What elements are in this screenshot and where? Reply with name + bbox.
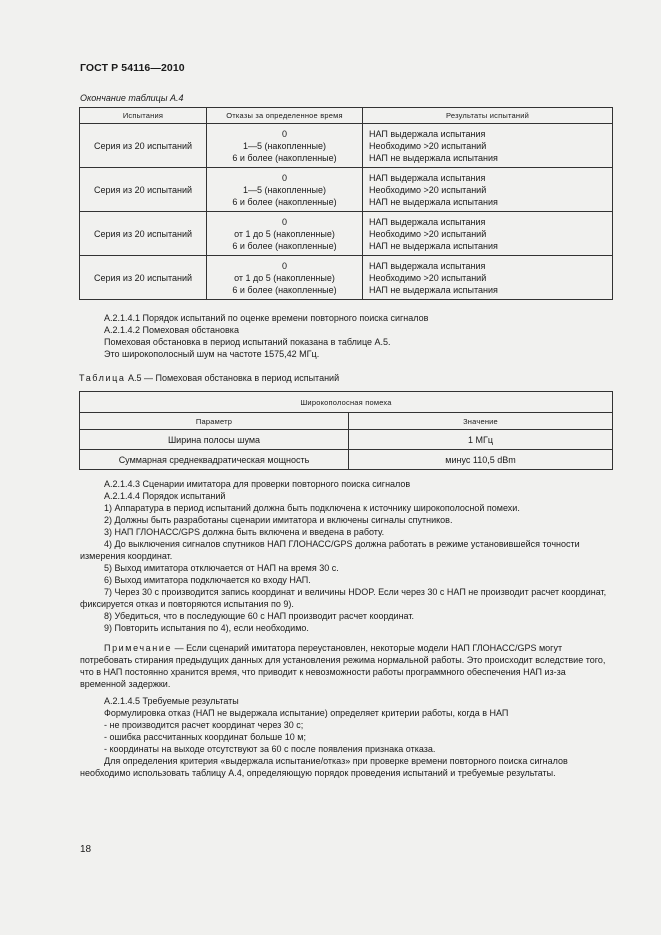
table-row xyxy=(80,168,613,212)
results-cell xyxy=(363,124,613,168)
result-line: НАП не выдержала испытания xyxy=(369,196,498,207)
paragraph-text: Для определения критерия «выдержала испытание/отказ» при проверке времени повторного поиска сигналов необходимо использовать таблицу А.4, определяющую порядок проведения испытаний и требуемые результаты. xyxy=(80,756,568,778)
failures-cell xyxy=(207,124,363,168)
failure-line: 0 xyxy=(281,260,287,271)
failure-line: 0 xyxy=(281,128,287,139)
failure-line: 6 и более (накопленные) xyxy=(232,152,337,163)
results-cell xyxy=(363,212,613,256)
caption-prefix: Таблица xyxy=(79,373,126,383)
step-item: 7) Через 30 с производится запись координат и величины HDOP. Если через 30 с НАП не производит расчет координат, фиксируется отказ и повторяются испытания по 9). xyxy=(80,587,607,609)
table-a4-caption: Окончание таблицы А.4 xyxy=(80,93,184,103)
paragraph-a2145: А.2.1.4.5 Требуемые результаты xyxy=(104,696,239,706)
result-line: НАП выдержала испытания xyxy=(369,216,486,227)
caption-text: А.5 — Помеховая обстановка в период испытаний xyxy=(125,373,340,383)
bullet-item: - ошибка рассчитанных координат больше 10 м; xyxy=(104,732,306,742)
table-header-row xyxy=(80,413,613,430)
page-number: 18 xyxy=(80,844,92,855)
paragraph-a2144: А.2.1.4.4 Порядок испытаний xyxy=(104,491,226,501)
param-cell: Суммарная среднеквадратическая мощность xyxy=(80,450,349,470)
group-header: Широкополосная помеха xyxy=(80,392,613,413)
failure-line: 0 xyxy=(281,172,287,183)
table-row xyxy=(80,450,613,470)
table-row xyxy=(80,256,613,300)
failures-cell xyxy=(207,256,363,300)
failure-line: 1—5 (накопленные) xyxy=(242,184,327,195)
paragraph-text: Формулировка отказ (НАП не выдержала испытание) определяет критерии работы, когда в НАП xyxy=(104,708,509,718)
failure-line: 1—5 (накопленные) xyxy=(242,140,327,151)
test-cell: Серия из 20 испытаний xyxy=(80,168,207,212)
result-line: НАП выдержала испытания xyxy=(369,172,486,183)
value-cell: минус 110,5 dBm xyxy=(349,450,613,470)
result-line: Необходимо >20 испытаний xyxy=(369,228,487,239)
result-line: Необходимо >20 испытаний xyxy=(369,184,487,195)
paragraph-text: Это широкополосный шум на частоте 1575,42 МГц. xyxy=(104,349,320,359)
step-item: 2) Должны быть разработаны сценарии имитатора и включены сигналы спутников. xyxy=(104,515,453,525)
result-line: НАП не выдержала испытания xyxy=(369,152,498,163)
table-a4 xyxy=(79,107,613,300)
failure-line: 6 и более (накопленные) xyxy=(232,196,337,207)
table-a5 xyxy=(79,391,613,470)
result-line: НАП выдержала испытания xyxy=(369,128,486,139)
value-cell: 1 МГц xyxy=(349,430,613,450)
step-item: 8) Убедиться, что в последующие 60 с НАП производит расчет координат. xyxy=(104,611,414,621)
bullet-item: - координаты на выходе отсутствуют за 60 с после появления признака отказа. xyxy=(104,744,436,754)
table-header-row xyxy=(80,108,613,124)
step-item: 1) Аппаратура в период испытаний должна быть подключена к источнику широкополосной помехи. xyxy=(104,503,520,513)
result-line: Необходимо >20 испытаний xyxy=(369,140,487,151)
results-cell xyxy=(363,168,613,212)
failures-cell xyxy=(207,168,363,212)
failure-line: 0 xyxy=(281,216,287,227)
failures-cell xyxy=(207,212,363,256)
step-item: 4) До выключения сигналов спутников НАП ГЛОНАСС/GPS должна работать в режиме установившейся точности измерения координат. xyxy=(80,539,580,561)
note-text: — Если сценарий имитатора переустановлен, некоторые модели НАП ГЛОНАСС/GPS могут потребовать стирания предыдущих данных для установления режима нормальной работы. Это происходит вследствие того, что в НАП постоянно хранится время, что приводит к невозможности работы программного обеспечения НАП из-за временной задержки. xyxy=(80,643,606,689)
note-label: Примечание xyxy=(104,643,173,653)
result-line: НАП выдержала испытания xyxy=(369,260,486,271)
paragraph-a2141: А.2.1.4.1 Порядок испытаний по оценке времени повторного поиска сигналов xyxy=(104,313,429,323)
table-row xyxy=(80,212,613,256)
paragraph-text: Помеховая обстановка в период испытаний показана в таблице А.5. xyxy=(104,337,391,347)
results-cell xyxy=(363,256,613,300)
note xyxy=(80,642,614,690)
result-line: НАП не выдержала испытания xyxy=(369,284,498,295)
test-cell: Серия из 20 испытаний xyxy=(80,212,207,256)
failure-line: 6 и более (накопленные) xyxy=(232,284,337,295)
column-header: Испытания xyxy=(80,108,207,124)
table-row xyxy=(80,430,613,450)
column-header: Параметр xyxy=(80,413,349,430)
table-a5-caption xyxy=(79,372,339,384)
failure-line: от 1 до 5 (накопленные) xyxy=(234,272,335,283)
failure-line: от 1 до 5 (накопленные) xyxy=(234,228,335,239)
paragraph-a2142: А.2.1.4.2 Помеховая обстановка xyxy=(104,325,239,335)
step-item: 9) Повторить испытания по 4), если необходимо. xyxy=(104,623,309,633)
table-group-header-row xyxy=(80,392,613,413)
step-item: 3) НАП ГЛОНАСС/GPS должна быть включена и введена в работу. xyxy=(104,527,385,537)
column-header: Результаты испытаний xyxy=(363,108,613,124)
result-line: НАП не выдержала испытания xyxy=(369,240,498,251)
table-row xyxy=(80,124,613,168)
paragraph-a2143: А.2.1.4.3 Сценарии имитатора для проверки повторного поиска сигналов xyxy=(104,479,411,489)
column-header: Отказы за определенное время xyxy=(207,108,363,124)
bullet-item: - не производится расчет координат через 30 с; xyxy=(104,720,304,730)
step-item: 5) Выход имитатора отключается от НАП на время 30 с. xyxy=(104,563,339,573)
column-header: Значение xyxy=(349,413,613,430)
failure-line: 6 и более (накопленные) xyxy=(232,240,337,251)
test-cell: Серия из 20 испытаний xyxy=(80,124,207,168)
step-item: 6) Выход имитатора подключается ко входу НАП. xyxy=(104,575,311,585)
test-cell: Серия из 20 испытаний xyxy=(80,256,207,300)
param-cell: Ширина полосы шума xyxy=(80,430,349,450)
result-line: Необходимо >20 испытаний xyxy=(369,272,487,283)
document-header: ГОСТ Р 54116—2010 xyxy=(80,62,185,74)
